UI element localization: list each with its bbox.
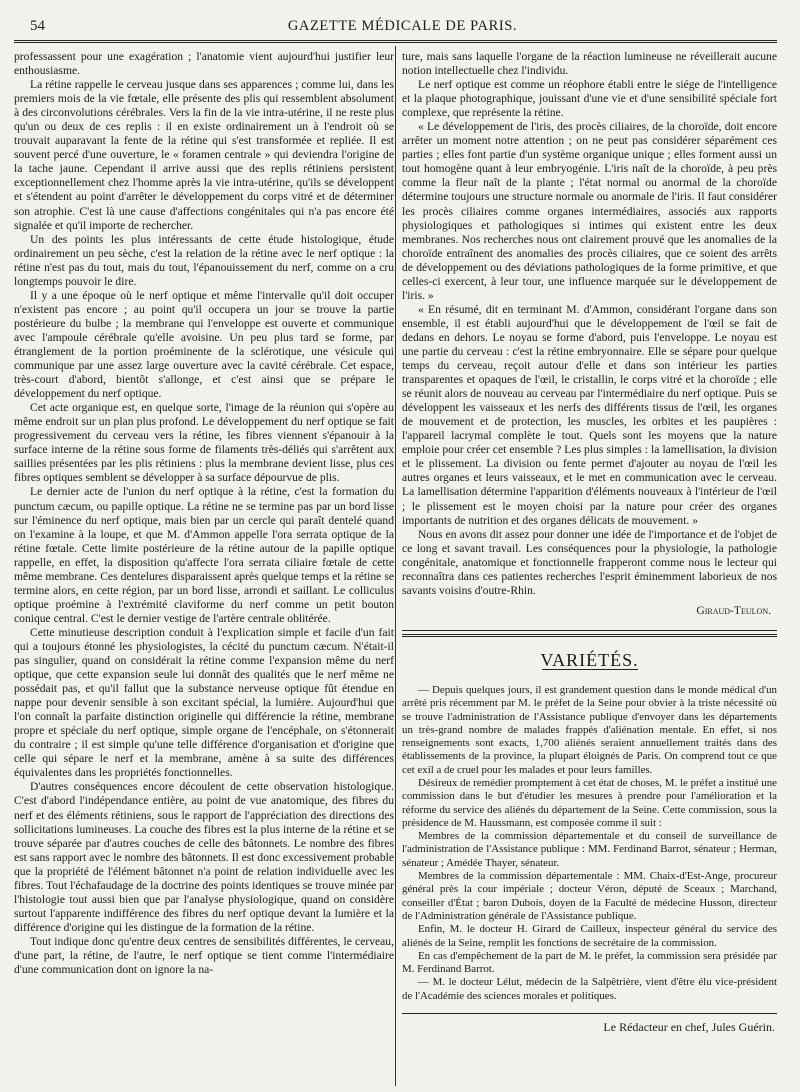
paragraph: Enfin, M. le docteur H. Girard de Cailleux, inspecteur général du service des aliénés de la Seine, remplit les fonctions de secrétaire de la commission. xyxy=(402,923,777,949)
varietes-section xyxy=(402,684,777,1003)
paragraph: « Le développement de l'iris, des procès ciliaires, de la choroïde, doit encore arrêter un moment notre attention ; on ne peut pas considérer séparément ces parties ; elles font partie d'un système organique unique ; elles forment aussi un tout homogène quant à leur embryogénie. L'iris naît de la choroïde, à peu près comme la fleur naît de la plante ; l'état normal ou anormal de la choroïde détermine toujours une structure normale ou anormale de l'iris. Il faut considérer les procès ciliaires comme organes intermédiaires, associés aux rapports physiologiques et pathologiques si intimes qui existent entre les deux membranes. Nos recherches nous ont clairement prouvé que les anomalies de la choroïde entraînent des anomalies des procès ciliaires, que ce soient des arrêts de développement ou des déviations pathologiques de la forme primitive, et que celles-ci exercent, à leur tour, une influence marquée sur le développement de l'iris. » xyxy=(402,120,777,302)
editor-credit: Le Rédacteur en chef, Jules Guérin. xyxy=(603,1020,775,1035)
journal-title: GAZETTE MÉDICALE DE PARIS. xyxy=(287,18,518,34)
footer-divider xyxy=(402,1013,777,1014)
paragraph: Nous en avons dit assez pour donner une idée de l'importance et de l'objet de ce long et savant travail. Les conséquences pour la physiologie, la pathologie congénitale, anatomique et fonctionnelle frapperont comme nous le lecteur qui reconnaîtra dans ces patientes recherches l'esprit éminemment laborieux de nos savants voisins d'outre-Rhin. xyxy=(402,527,777,597)
paragraph: Tout indique donc qu'entre deux centres de sensibilités différentes, le cerveau, d'une part, la rétine, de l'autre, le nerf optique se tient comme l'intermédiaire d'une communication dont on ignore la na- xyxy=(14,934,394,977)
paragraph: « En résumé, dit en terminant M. d'Ammon, considérant l'organe dans son ensemble, il est établi aujourd'hui que le développement de l'œil se fait de dedans en dehors. Le noyau se forme d'abord, puis l'enveloppe. Le noyau est une partie du cerveau : c'est la rétine embryonnaire. Elle se sépare pour quelque temps du cerveau, reçoit autour d'elle et dans son intérieur les parties transparentes et opaques de l'œil, le cristallin, le corps vitré et la choroïde ; elle se réunit alors de nouveau au cerveau par l'intermédiaire du nerf optique. Puis se développent les vaisseaux et les nerfs des différents tissus de l'œil, les organes de mouvement et de protection, les muscles, les orbites et les paupières : l'appareil lacrymal complète le tout. Quels sont les moyens que la nature emploie pour créer cet ensemble ? Les plus simples : la lamellisation, la division et le plissement. La division ou fente permet d'ajouter au noyau de l'œil les autres organes et leurs vaisseaux, et le met en communication avec le cerveau. La lamellisation détermine l'apparition d'éléments nouveaux à l'intérieur de l'œil ; le plissement est le moyen choisi par la nature pour créer des organes importants de nutrition et des organes délicats de mouvement. » xyxy=(402,302,777,527)
article-signature: Giraud-Teulon. xyxy=(696,603,771,617)
header-rule xyxy=(14,40,777,43)
page-header xyxy=(30,18,775,38)
paragraph: Membres de la commission départementale et du conseil de surveillance de l'administration de l'Assistance publique : MM. Ferdinand Barrot, sénateur ; Herman, sénateur ; Amédée Thayer, sénateur. xyxy=(402,830,777,869)
paragraph: Un des points les plus intéressants de cette étude histologique, étude ordinairement un peu sèche, c'est la relation de la rétine avec le nerf optique : la rétine n'est pas du tout, mais du tout, l'épanouissement du nerf, comme on a cru longtemps pouvoir le dire. xyxy=(14,232,394,288)
paragraph: Désireux de remédier promptement à cet état de choses, M. le préfet a institué une commission dans le but d'étudier les mesures à prendre pour l'amélioration et la réforme du service des aliénés du département de la Seine. Cette commission, sous la présidence de M. Haussmann, est composée comme il suit : xyxy=(402,777,777,829)
paragraph: Le dernier acte de l'union du nerf optique à la rétine, c'est la formation du punctum cæcum, ou papille optique. La rétine ne se termine pas par un bord lisse sur l'éminence du nerf optique, mais bien par un cercle qui paraît dentelé quand on l'examine à la loupe, et que M. d'Ammon appelle l'ora serrata optique de la rétine fœtale. Cette limite postérieure de la rétine autour de la papille optique rappelle, en effet, la disposition qu'affecte l'ora serrata ciliaire fœtale de cette même membrane. Ces dentelures disparaissent après quelque temps et la rétine se termine alors, en cette région, par un bord lisse, arrondi et saillant. Le colliculus optique proémine à l'extrémité claviforme du nerf comme un petit bouton conique central. C'est le dernier vestige de l'artère centrale oblitérée. xyxy=(14,485,394,625)
page-number: 54 xyxy=(30,18,45,34)
section-divider-double xyxy=(402,634,777,637)
paragraph: — M. le docteur Lélut, médecin de la Salpêtrière, vient d'être élu vice-président de l'Académie des sciences morales et politiques. xyxy=(402,976,777,1002)
paragraph: — Depuis quelques jours, il est grandement question dans le monde médical d'un arrêté pris récemment par M. le préfet de la Seine pour obvier à la triste nécessité où se trouve l'administration de l'Assistance publique d'envoyer dans les départements un très-grand nombre de malades frappés d'aliénation mentale. En effet, si nos renseignements sont exacts, 1,700 aliénés seraient annuellement traités dans des établissements de la province, la plupart éloignés de Paris. On comprend tout ce que cet exil a de cruel pour les malades et pour leurs familles. xyxy=(402,683,777,776)
left-column xyxy=(14,50,394,1085)
paragraph: Cet acte organique est, en quelque sorte, l'image de la réunion qui s'opère au même endroit sur un plan plus profond. Le développement du nerf optique se fait progressivement du cerveau vers la rétine, les fibres viennent s'épanouir à la surface interne de la rétine sous forme de filaments très-déliés qui s'arrêtent aux saillies présentées par les plis rétiniens : plus la membrane devient lisse, plus ces fibres optiques semblent se développer à sa surface dépourvue de plis. xyxy=(14,401,394,485)
right-column xyxy=(402,50,777,1085)
paragraph: D'autres conséquences encore découlent de cette observation histologique. C'est d'abord l'indépendance entière, au point de vue anatomique, des fibres du nerf et des éléments rétiniens, sous le rapport de l'appréciation des directions des sollicitations lumineuses. La couche des fibres est la plus interne de la rétine et se trouve séparée par d'autres couches de celle des bâtonnets. Le nombre des fibres est sans rapport avec le nombre des bâtonnets. Il est donc excessivement probable que la propriété de l'élément bâtonnet n'a point de relation individuelle avec les fibres. Tout l'échafaudage de la doctrine des points identiques se trouve minée par l'histologie tout aussi bien que par l'analyse physiologique, quand on considère surtout l'apparente indifférence des fibres du nerf optique devant la lumière et la différence d'origine qui les distingue de la formation de la rétine. xyxy=(14,780,394,934)
paragraph: Il y a une époque où le nerf optique et même l'intervalle qu'il doit occuper n'existent pas encore ; au point qu'il occupera un jour se trouve la partie postérieure du bulbe ; la membrane qui l'enveloppe est ouverte et communique avec l'ampoule cérébrale qu'elle avoisine. Un peu plus tard se forme, par étranglement de la portion proéminente de la sclérotique, une vésicule qui communique par une assez large ouverture avec la cavité cérébrale. Cet espace, très-court d'abord, bientôt s'allonge, et c'est ainsi que se prépare le développement du nerf optique. xyxy=(14,288,394,401)
column-separator xyxy=(395,46,396,1086)
paragraph: ture, mais sans laquelle l'organe de la réaction lumineuse ne réveillerait aucune notion intellectuelle chez l'individu. xyxy=(402,50,777,78)
section-title: VARIÉTÉS. xyxy=(540,649,639,670)
paragraph: professassent pour une exagération ; l'anatomie vient aujourd'hui justifier leur enthousiasme. xyxy=(14,50,394,78)
paragraph: Cette minutieuse description conduit à l'explication simple et facile d'un fait qui a toujours étonné les physiologistes, la cécité du punctum cæcum. N'était-il pas singulier, quand on considérait la rétine comme l'expansion même du nerf optique, que cette expansion seule lui donnât des qualités que le nerf même ne possédait pas, et qu'il fallut que la substance nerveuse optique fût étendue en nappe pour devenir sensible à son excitant spécial, la lumière. Aujourd'hui que l'on connaît la parfaite distinction originelle qui différencie la rétine, membrane propre et spéciale du nerf optique, simple organe de l'encéphale, on s'étonnerait du contraire ; il est simple qu'une telle différence d'organisation et d'origine que celle qui sépare le nerf et la membrane, amène à sa suite des différences équivalentes dans les propriétés fonctionnelles. xyxy=(14,625,394,780)
paragraph: La rétine rappelle le cerveau jusque dans ses apparences ; comme lui, dans les premiers mois de la vie fœtale, elle présente des plis qui ressemblent absolument à des circonvolutions cérébrales. Vers la fin de la vie intra-utérine, il ne reste plus qu'un ou deux de ces replis : il en existe ordinairement un à l'endroit où se trouvait auparavant la fente de la rétine qui s'est transformée et repliée. Il est souvent percé d'une ouverture, le « foramen centrale » qui deviendra l'origine de la tache jaune. Cependant il arrive aussi que des replis rétiniens persistent exceptionnellement chez l'homme après la vie intra-utérine, qu'ils se développent et s'étendent au point d'arrêter le développement du corps vitré et de déterminer son atrophie. C'est là une cause d'affections congénitales qui n'a pas encore été signalée et qu'il importe de rechercher. xyxy=(14,78,394,232)
paragraph: Le nerf optique est comme un réophore établi entre le siége de l'intelligence et la plaque photographique, jouissant d'une vie et d'une sensibilité spéciale fort complexe, que représente la rétine. xyxy=(402,78,777,120)
paragraph: Membres de la commission départementale : MM. Chaix-d'Est-Ange, procureur général près la cour impériale ; docteur Véron, député de Sceaux ; Marchand, conseiller d'État ; baron Dubois, doyen de la Faculté de médecine Husson, directeur de l'Administration générale de l'Assistance publique. xyxy=(402,870,777,922)
section-divider xyxy=(402,630,777,631)
paragraph: En cas d'empêchement de la part de M. le préfet, la commission sera présidée par M. Ferdinand Barrot. xyxy=(402,949,777,976)
